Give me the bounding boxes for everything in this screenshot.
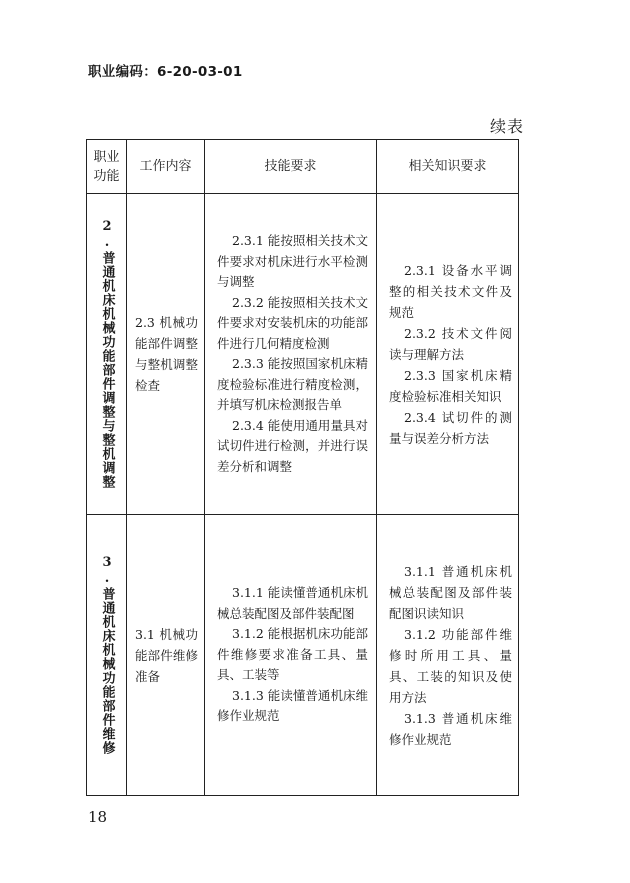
header-work: 工作内容 — [127, 140, 205, 194]
table-header-row — [87, 140, 519, 194]
knowledge-item: 3.1.2 功能部件维修时所用工具、量具、工装的知识及使用方法 — [389, 626, 512, 705]
function-cell — [87, 194, 127, 515]
knowledge-item: 2.3.3 国家机床精度检验标准相关知识 — [389, 367, 512, 404]
page-number: 18 — [88, 808, 108, 826]
table-row — [87, 515, 519, 796]
function-label: 3.普通机床机械功能部件维修 — [99, 555, 115, 755]
skill-item: 2.3.3 能按照国家机床精度检验标准进行精度检测，并填写机床检测报告单 — [217, 356, 368, 412]
skill-item: 2.3.2 能按照相关技术文件要求对安装机床的功能部件进行几何精度检测 — [217, 294, 368, 351]
work-cell — [127, 515, 205, 796]
work-content: 2.3 机械功能部件调整与整机调整检查 — [135, 315, 198, 393]
knowledge-item: 3.1.1 普通机床机械总装配图及部件装配图识读知识 — [389, 563, 512, 621]
function-cell — [87, 515, 127, 796]
work-cell — [127, 194, 205, 515]
header-skills: 技能要求 — [205, 140, 377, 194]
work-content: 3.1 机械功能部件维修准备 — [135, 626, 198, 684]
table-row — [87, 194, 519, 515]
header-knowledge: 相关知识要求 — [377, 140, 519, 194]
skill-item: 3.1.1 能读懂普通机床机械总装配图及部件装配图 — [217, 585, 368, 621]
skill-item: 2.3.4 能使用通用量具对试切件进行检测，并进行误差分析和调整 — [217, 417, 368, 474]
occupation-code: 职业编码：6-20-03-01 — [88, 64, 243, 80]
skill-item: 3.1.3 能读懂普通机床维修作业规范 — [217, 687, 368, 724]
knowledge-item: 2.3.1 设备水平调整的相关技术文件及规范 — [389, 262, 512, 320]
knowledge-item: 3.1.3 普通机床维修作业规范 — [389, 710, 512, 747]
skill-item: 2.3.1 能按照相关技术文件要求对机床进行水平检测与调整 — [217, 233, 368, 289]
continued-label: 续表 — [490, 117, 525, 136]
skills-table — [86, 139, 519, 796]
header-function: 职业功能 — [87, 140, 127, 194]
skill-item: 3.1.2 能根据机床功能部件维修要求准备工具、量具、工装等 — [217, 626, 368, 683]
knowledge-cell — [377, 515, 519, 796]
knowledge-item: 2.3.2 技术文件阅读与理解方法 — [389, 325, 512, 362]
function-label: 2.普通机床机械功能部件调整与整机调整 — [99, 219, 115, 489]
skills-cell — [205, 515, 377, 796]
knowledge-item: 2.3.4 试切件的测量与误差分析方法 — [389, 409, 512, 446]
knowledge-cell — [377, 194, 519, 515]
skills-cell — [205, 194, 377, 515]
